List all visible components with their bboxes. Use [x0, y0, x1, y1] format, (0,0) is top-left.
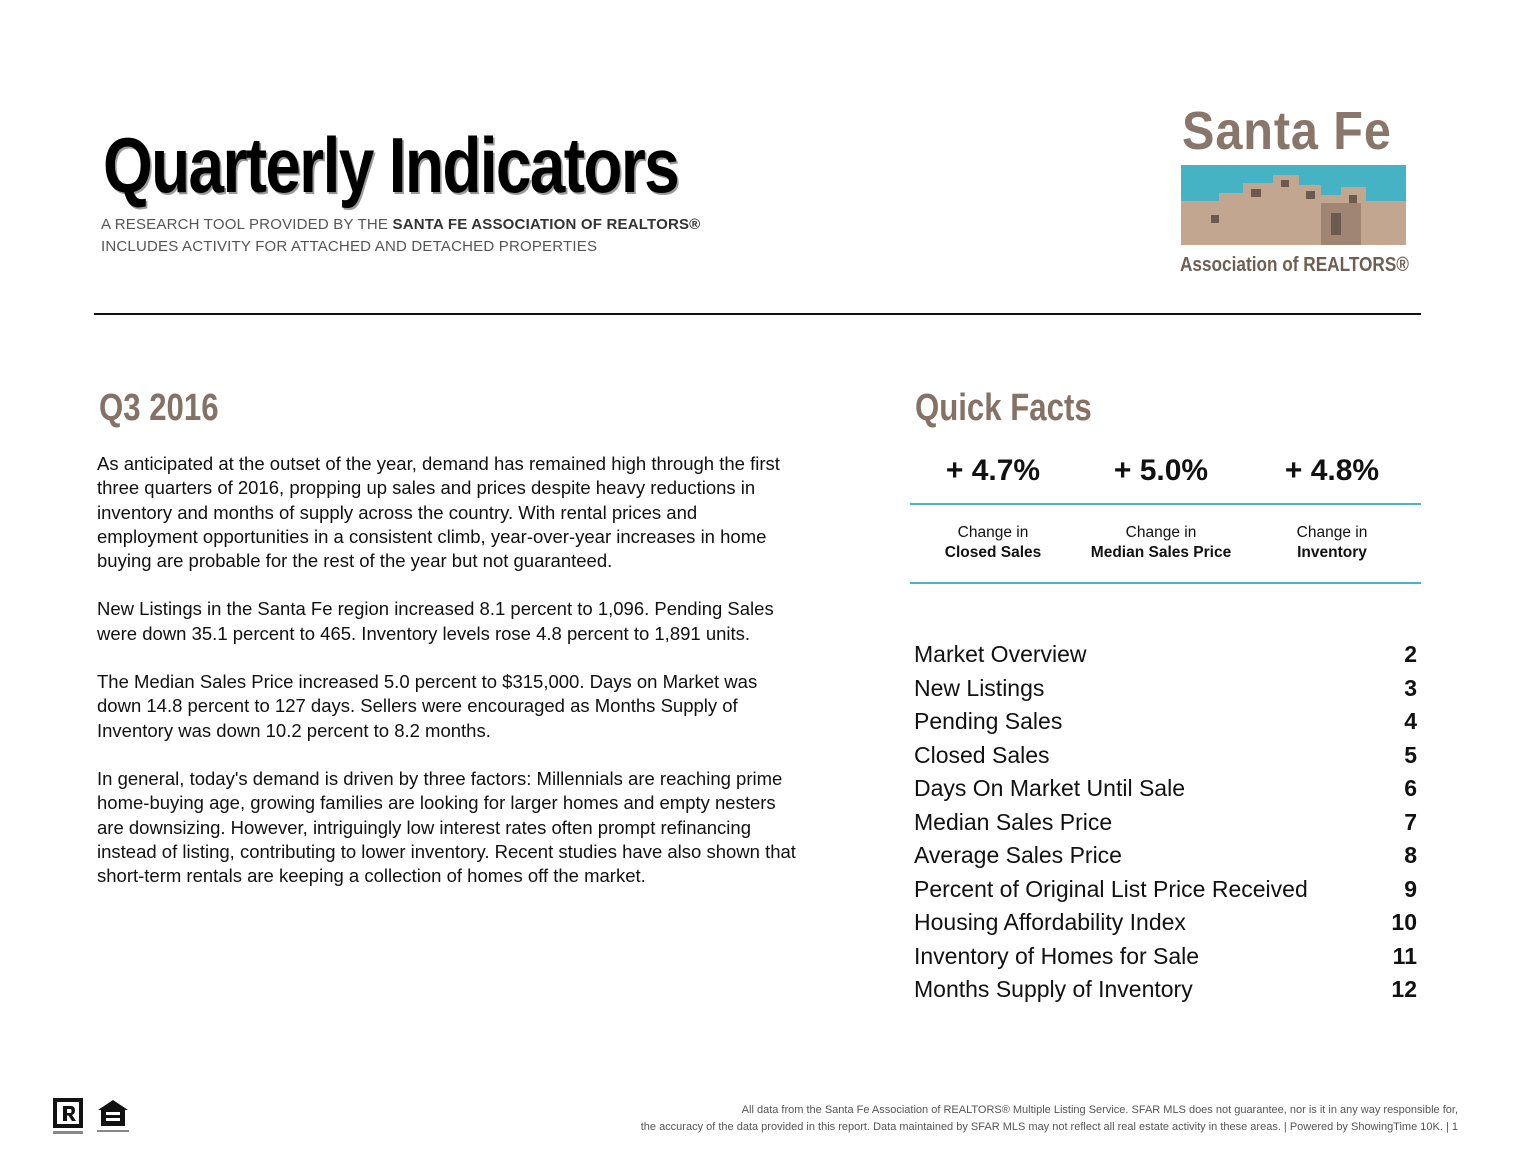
quick-facts-divider-top	[910, 503, 1421, 505]
header-divider	[94, 313, 1421, 315]
label-top: Change in	[1296, 524, 1368, 541]
summary-paragraph: New Listings in the Santa Fe region increased 8.1 percent to 1,096. Pending Sales were down 35.1 percent to 465. Inventory levels rose 4.8 percent to 1,891 units.	[97, 598, 774, 644]
contents-item[interactable]	[914, 772, 1417, 806]
footer-disclaimer	[641, 1102, 1458, 1136]
contents-item-page: 6	[1404, 775, 1417, 802]
contents-item-page: 8	[1404, 842, 1417, 869]
contents-item-label: Housing Affordability Index	[914, 909, 1186, 936]
contents-item-label: Months Supply of Inventory	[914, 976, 1193, 1003]
contents-item[interactable]	[914, 906, 1417, 940]
period-heading: Q3 2016	[99, 387, 219, 429]
label-bottom: Closed Sales	[944, 544, 1042, 561]
contents-item-page: 2	[1404, 641, 1417, 668]
inventory-change-label	[1232, 523, 1432, 563]
realtor-icon	[53, 1098, 83, 1134]
contents-item-page: 9	[1404, 875, 1417, 902]
subtitle-line-2: INCLUDES ACTIVITY FOR ATTACHED AND DETACHED PROPERTIES	[101, 238, 598, 255]
contents-item-page: 10	[1391, 909, 1417, 936]
santa-fe-logo	[1176, 100, 1421, 285]
contents-item[interactable]	[914, 806, 1417, 840]
report-summary	[97, 452, 797, 912]
summary-paragraph: As anticipated at the outset of the year, demand has remained high through the first three quarters of 2016, propping up sales and prices despite heavy reductions in inventory and months of supply across the country. With rental prices and employment opportunities in a consistent climb, year-over-year increases in home buying are probable for the rest of the year but not guaranteed.	[97, 453, 780, 572]
label-top: Change in	[1125, 524, 1197, 541]
contents-item-label: Days On Market Until Sale	[914, 775, 1185, 802]
contents-item[interactable]	[914, 672, 1417, 706]
contents-item-page: 4	[1404, 708, 1417, 735]
contents-item-label: Pending Sales	[914, 708, 1063, 735]
contents-item-label: Median Sales Price	[914, 808, 1113, 835]
page-title: Quarterly Indicators	[103, 121, 679, 209]
contents-item-page: 12	[1391, 976, 1417, 1003]
subtitle-prefix: A RESEARCH TOOL PROVIDED BY THE	[101, 216, 393, 233]
footer-logos	[53, 1098, 143, 1138]
contents-item-page: 3	[1404, 674, 1417, 701]
contents-item-page: 11	[1392, 942, 1417, 969]
contents-item-label: Market Overview	[914, 641, 1087, 668]
label-top: Change in	[957, 524, 1029, 541]
contents-item-page: 7	[1404, 808, 1417, 835]
summary-paragraph: The Median Sales Price increased 5.0 percent to $315,000. Days on Market was down 14.8 percent to 127 days. Sellers were encouraged as Months Supply of Inventory was down 10.2 percent to 8.2 months.	[97, 671, 758, 741]
contents-item[interactable]	[914, 940, 1417, 974]
contents-item-page: 5	[1404, 741, 1417, 768]
contents-item-label: Closed Sales	[914, 741, 1050, 768]
median-price-change-label	[1061, 523, 1261, 563]
equal-housing-icon	[97, 1100, 129, 1132]
contents-item-label: Inventory of Homes for Sale	[914, 942, 1200, 969]
logo-wordmark: Santa Fe	[1182, 101, 1392, 161]
logo-tagline: Association of REALTORS®	[1180, 254, 1409, 276]
contents-item[interactable]	[914, 973, 1417, 1007]
label-bottom: Inventory	[1297, 544, 1367, 561]
contents-list	[914, 638, 1417, 1007]
subtitle-line-1	[101, 216, 700, 233]
summary-paragraph: In general, today's demand is driven by three factors: Millennials are reaching prime home-buying age, growing families are looking for larger homes and empty nesters are downsizing. However, intriguingly low interest rates often prompt refinancing instead of listing, contributing to lower inventory. Recent studies have also shown that short-term rentals are keeping a collection of homes off the market.	[97, 767, 796, 887]
contents-item[interactable]	[914, 873, 1417, 907]
subtitle-org: SANTA FE ASSOCIATION OF REALTORS®	[392, 216, 701, 233]
adobe-building-icon	[1181, 165, 1406, 245]
contents-item-label: Percent of Original List Price Received	[914, 875, 1308, 902]
label-bottom: Median Sales Price	[1090, 544, 1232, 561]
inventory-change-value: + 4.8%	[1284, 454, 1380, 487]
contents-item[interactable]	[914, 638, 1417, 672]
closed-sales-change-value: + 4.7%	[945, 454, 1041, 487]
contents-item-label: New Listings	[914, 674, 1045, 701]
contents-item[interactable]	[914, 739, 1417, 773]
contents-item-label: Average Sales Price	[914, 842, 1122, 869]
quick-facts-heading: Quick Facts	[915, 387, 1092, 429]
contents-item[interactable]	[914, 705, 1417, 739]
footer-line-2: the accuracy of the data provided in this report. Data maintained by SFAR MLS may not reflect all real estate activity in these areas. | Powered by ShowingTime 10K. | 1	[640, 1121, 1458, 1133]
quick-facts-divider-bottom	[910, 582, 1421, 584]
median-price-change-value: + 5.0%	[1113, 454, 1209, 487]
contents-item[interactable]	[914, 839, 1417, 873]
footer-line-1: All data from the Santa Fe Association of REALTORS® Multiple Listing Service. SFAR MLS does not guarantee, nor is it in any way responsible for,	[741, 1104, 1458, 1116]
